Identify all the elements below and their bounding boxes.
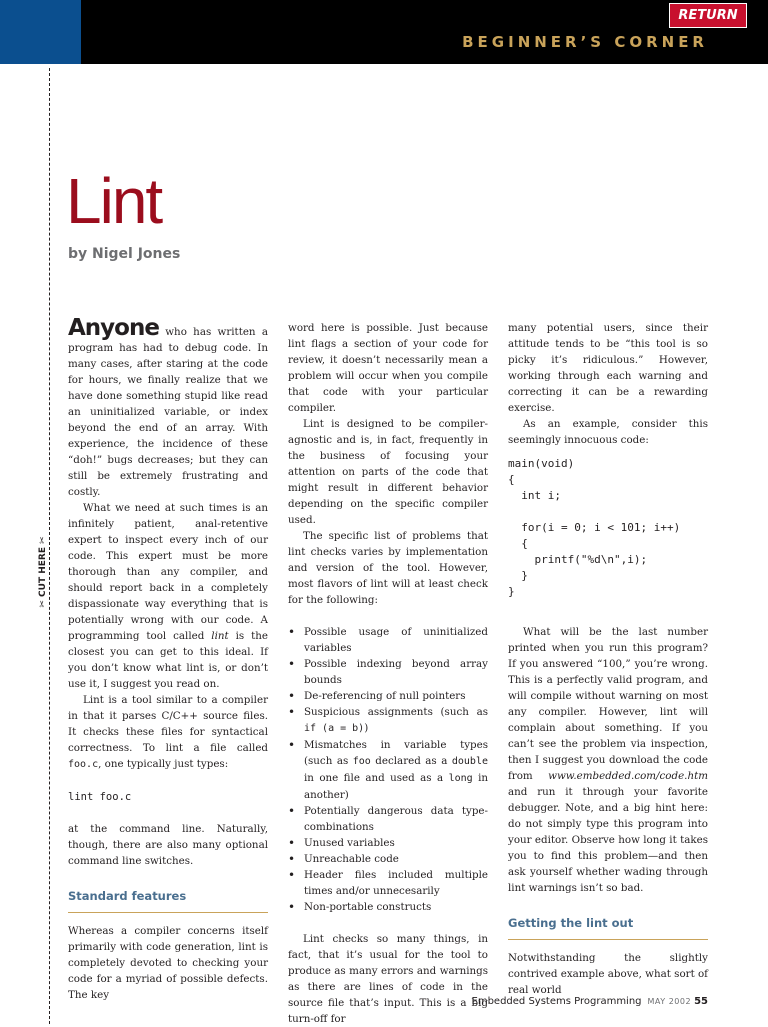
page-number: 55 bbox=[694, 996, 708, 1007]
list-item: • Unused variables bbox=[304, 835, 488, 851]
paragraph: Lint checks so many things, in fact, that it’s usual for the tool to produce as many errors and warnings as there are lines of code in the source file that’s input. This is a big turn-off for bbox=[288, 933, 488, 1025]
code-example: main(void) { int i; for(i = 0; i < 101; i++) { printf("%d\n",i); } } bbox=[508, 457, 681, 598]
return-button[interactable]: RETURN bbox=[669, 3, 747, 28]
check-list bbox=[288, 624, 488, 915]
paragraph: at the command line. Naturally, though, there are also many optional command line switches. bbox=[68, 823, 268, 867]
cut-line bbox=[49, 68, 50, 1024]
section-label: BEGINNER’S CORNER bbox=[462, 33, 708, 51]
paragraph: Anyone who has written a program has had to debug code. In many cases, after staring at the code for hours, we finally realize that we have done something stupid like read an uninitialized variable, or index beyond the end of an array. With experience, the incidence of these “doh!” bugs decreases; but they can still be extremely frustrating and costly. bbox=[68, 315, 268, 498]
column-1 bbox=[68, 315, 268, 1003]
lint-term: lint bbox=[211, 630, 229, 642]
list-item: • Suspicious assignments (such as if (a = b)) bbox=[304, 704, 488, 737]
drop-cap-word: Anyone bbox=[68, 315, 159, 341]
issue-date: MAY 2002 bbox=[647, 997, 692, 1006]
article-byline: by Nigel Jones bbox=[68, 246, 181, 262]
subheading-getting-lint-out: Getting the lint out bbox=[508, 912, 708, 940]
article-title: Lint bbox=[66, 165, 162, 237]
list-item: • De-referencing of null pointers bbox=[304, 688, 488, 704]
column-3 bbox=[508, 320, 708, 998]
magazine-name: Embedded Systems Programming bbox=[471, 996, 642, 1007]
list-item: • Unreachable code bbox=[304, 851, 488, 867]
file-name: foo.c bbox=[68, 759, 99, 770]
list-item: • Possible usage of uninitialized variables bbox=[304, 624, 488, 656]
list-item: • Possible indexing beyond array bounds bbox=[304, 656, 488, 688]
list-item: • Non-portable constructs bbox=[304, 899, 488, 915]
list-item: • Header files included multiple times and/or unnecesarily bbox=[304, 867, 488, 899]
paragraph: many potential users, since their attitude tends to be “this tool is so picky it’s ridiculous.” However, working through each warning and correcting it can be a rewarding exercise. bbox=[508, 322, 708, 414]
column-2 bbox=[288, 320, 488, 1027]
paragraph: word here is possible. Just because lint flags a section of your code for review, it doesn’t necessarily mean a problem will occur when you compile that code with your particular compiler. bbox=[288, 322, 488, 414]
paragraph: Notwithstanding the slightly contrived example above, what sort of real world bbox=[508, 952, 708, 996]
list-item: • Mismatches in variable types (such as foo declared as a double in one file and used as a long in another) bbox=[304, 737, 488, 803]
paragraph: The specific list of problems that lint checks varies by implementation and version of the tool. However, most flavors of lint will at least check for the following: bbox=[288, 530, 488, 606]
list-item: • Potentially dangerous data type-combinations bbox=[304, 803, 488, 835]
paragraph: Lint is a tool similar to a compiler in that it parses C/C++ source files. It checks these files for syntactical correctness. To lint a file called foo.c, one typically just types: bbox=[68, 694, 268, 770]
paragraph: As an example, consider this seemingly innocuous code: bbox=[508, 418, 708, 446]
paragraph: What we need at such times is an infinitely patient, anal-retentive expert to inspect every inch of our code. This expert must be more thorough than any compiler, and should report back in a completely dispassionate way everything that is potentially wrong with our code. A programming tool called lint is the closest you can get to this ideal. If you don’t know what lint is, or don’t use it, I suggest you read on. bbox=[68, 502, 268, 690]
cut-here-label: ✂ CUT HERE ✂ bbox=[37, 533, 49, 610]
url-link[interactable]: www.embedded.com/code.htm bbox=[548, 770, 708, 782]
command-example: lint foo.c bbox=[68, 791, 132, 803]
subheading-standard-features: Standard features bbox=[68, 885, 268, 913]
paragraph: Lint is designed to be compiler-agnostic and is, in fact, frequently in the business of focusing your attention on parts of the code that might result in different behavior depending on the specific compiler used. bbox=[288, 418, 488, 526]
paragraph: Whereas a compiler concerns itself primarily with code generation, lint is completely devoted to checking your code for a myriad of possible defects. The key bbox=[68, 925, 268, 1001]
header-color-block bbox=[0, 0, 81, 64]
header-bar bbox=[0, 0, 768, 64]
page-footer bbox=[472, 996, 708, 1007]
paragraph: What will be the last number printed when you run this program? If you answered “100,” you’re wrong. This is a perfectly valid program, and will compile without warning on most any compiler. However, lint will complain about something. If you can’t see the problem via inspection, then I suggest you download the code from www.embedded.com/code.htm and run it through your favorite debugger. Note, and a big hint here: do not simply type this program into your editor. Observe how long it takes you to find this problem—and then ask yourself whether wading through lint warnings isn’t so bad. bbox=[508, 626, 708, 894]
